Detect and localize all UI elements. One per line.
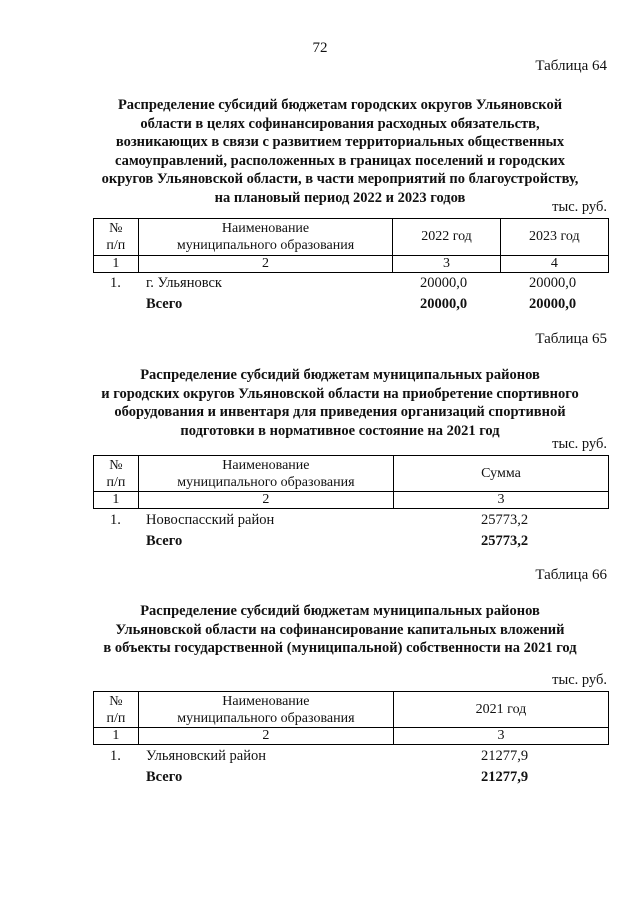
header-sum: Сумма — [393, 456, 608, 492]
table-66-row-num: 1. — [110, 748, 121, 764]
header-name: Наименование муниципального образования — [138, 456, 393, 492]
table-65-grid — [93, 455, 609, 509]
table-64-title: Распределение субсидий бюджетам городских округов Ульяновской области в целях софинансирования расходных обязательств, возникающих в связи с развитием территориальных общественных самоуправлений, расположенных в границах поселений и городских округов Ульяновской области, в части мероприятий по благоустройству, на плановый период 2022 и 2023 годов — [101, 97, 579, 206]
table-66-unit: тыс. руб. — [552, 672, 607, 688]
table-66-label: Таблица 66 — [535, 567, 607, 583]
table-64-total-2022: 20000,0 — [420, 296, 468, 312]
col-number: 2 — [138, 256, 393, 273]
header-2022: 2022 год — [393, 219, 500, 256]
table-64-grid — [93, 218, 609, 273]
table-65-total-sum: 25773,2 — [481, 533, 529, 549]
col-number: 1 — [94, 256, 139, 273]
header-num: № п/п — [94, 456, 139, 492]
header-num: № п/п — [94, 219, 139, 256]
table-66-title: Распределение субсидий бюджетам муниципальных районов Ульяновской области на софинансирование капитальных вложений в объекты государственной (муниципальной) собственности на 2021 год — [103, 603, 577, 657]
table-66-total-2021: 21277,9 — [481, 769, 529, 785]
table-65-unit: тыс. руб. — [552, 436, 607, 452]
table-64-label: Таблица 64 — [535, 58, 607, 74]
table-64-unit: тыс. руб. — [552, 199, 607, 215]
col-number: 1 — [94, 492, 139, 509]
table-65-title: Распределение субсидий бюджетам муниципальных районов и городских округов Ульяновской области на приобретение спортивного оборудования и инвентаря для приведения организаций спортивной подготовки в нормативное состояние на 2021 год — [101, 367, 579, 439]
table-66-row-name: Ульяновский район — [146, 748, 267, 764]
header-num: № п/п — [94, 692, 139, 728]
table-64-row-num: 1. — [110, 275, 121, 291]
table-65-total-label: Всего — [146, 533, 183, 549]
table-65-row-sum: 25773,2 — [481, 512, 529, 528]
page-number: 72 — [312, 40, 328, 56]
table-64-total-label: Всего — [146, 296, 183, 312]
col-number: 3 — [393, 256, 500, 273]
table-64-total-2023: 20000,0 — [529, 296, 577, 312]
col-number: 2 — [138, 492, 393, 509]
col-number: 3 — [393, 728, 608, 745]
col-number: 4 — [500, 256, 608, 273]
header-name: Наименование муниципального образования — [138, 692, 393, 728]
table-65-label: Таблица 65 — [535, 331, 607, 347]
table-66-row-2021: 21277,9 — [481, 748, 529, 764]
table-65-row-num: 1. — [110, 512, 121, 528]
table-64-row-2023: 20000,0 — [529, 275, 577, 291]
header-2021: 2021 год — [393, 692, 608, 728]
table-65-row-name: Новоспасский район — [146, 512, 275, 528]
col-number: 3 — [393, 492, 608, 509]
header-2023: 2023 год — [500, 219, 608, 256]
table-66-grid — [93, 691, 609, 745]
header-name: Наименование муниципального образования — [138, 219, 393, 256]
col-number: 1 — [94, 728, 139, 745]
table-64-row-2022: 20000,0 — [420, 275, 468, 291]
table-64-row-name: г. Ульяновск — [146, 275, 222, 291]
col-number: 2 — [138, 728, 393, 745]
table-66-total-label: Всего — [146, 769, 183, 785]
